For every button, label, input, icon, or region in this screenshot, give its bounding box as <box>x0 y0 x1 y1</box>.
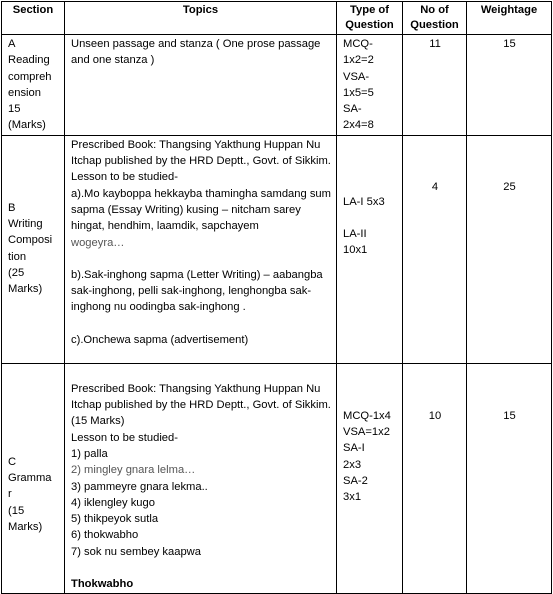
weightage-cell-reading: 15 <box>467 35 552 136</box>
type-line: MCQ-1x4 <box>343 409 391 422</box>
header-type-of-question: Type of Question <box>337 2 403 35</box>
topics-cell-writing <box>65 135 337 363</box>
section-line: (25 <box>8 266 25 279</box>
section-line: Marks) <box>8 520 43 533</box>
header-no-of-question: No of Question <box>403 2 467 35</box>
type-line: LA-I 5x3 <box>343 195 385 208</box>
list-item: 1) palla <box>71 447 108 460</box>
topics-lesson-heading: Lesson to be studied- <box>71 431 178 444</box>
list-item: 6) thokwabho <box>71 529 139 542</box>
type-cell-grammar <box>337 363 403 594</box>
topics-prescribed-book: Prescribed Book: Thangsing Yakthung Huppan Nu Itchap published by the HRD Deptt., Govt. of Sikkim. Lesson to be studied- <box>71 138 331 184</box>
topics-advertisement: c).Onchewa sapma (advertisement) <box>71 333 249 346</box>
type-line: SA-I <box>343 442 365 455</box>
section-line: 15 <box>8 103 21 116</box>
section-line: ension <box>8 86 41 99</box>
type-line: VSA=1x2 <box>343 426 390 439</box>
section-line: r <box>8 488 12 501</box>
table-row-reading <box>2 35 552 136</box>
section-cell-writing <box>2 135 65 363</box>
topics-letter-writing: b).Sak-inghong sapma (Letter Writing) – aabangba sak-inghong, pelli sak-inghong, lenghongba sak-inghong nu oodingba sak-inghong . <box>71 268 323 314</box>
list-item: 7) sok nu sembey kaapwa <box>71 545 201 558</box>
type-line: 10x1 <box>343 244 368 257</box>
header-weightage: Weightage <box>467 2 552 35</box>
count-cell-writing: 4 <box>403 135 467 363</box>
topics-essay-writing: a).Mo kayboppa hekkayba thamingha samdang sum sapma (Essay Writing) kusing – nitcham sarey hingat, hendhim, laamdik, sapchayem <box>71 187 331 233</box>
count-cell-reading: 11 <box>403 35 467 136</box>
type-line: LA-II <box>343 228 367 241</box>
list-item: 2) mingley gnara lelma… <box>71 464 196 477</box>
section-line: A <box>8 38 16 50</box>
topics-essay-writing-tail: wogeyra… <box>71 236 125 249</box>
section-line: compreh <box>8 70 52 83</box>
section-line: Composi <box>8 234 53 247</box>
section-cell-reading <box>2 35 65 136</box>
topics-bold-heading: Thokwabho <box>71 578 134 591</box>
type-line: 3x1 <box>343 491 362 504</box>
section-line: (Marks) <box>8 119 46 132</box>
section-line: C <box>8 455 17 468</box>
type-line: MCQ- <box>343 38 373 50</box>
section-line: tion <box>8 250 27 263</box>
topics-text: Unseen passage and stanza ( One prose passage and one stanza ) <box>71 38 321 67</box>
topics-prescribed-book: Prescribed Book: Thangsing Yakthung Huppan Nu Itchap published by the HRD Deptt., Govt. of Sikkim. (15 Marks) <box>71 382 331 428</box>
list-item: 4) iklengley kugo <box>71 496 155 509</box>
header-section: Section <box>2 2 65 35</box>
section-line: Writing <box>8 218 43 231</box>
list-item: 5) thikpeyok sutla <box>71 513 159 526</box>
header-topics: Topics <box>65 2 337 35</box>
type-line: VSA- <box>343 70 370 83</box>
table-row-grammar <box>2 363 552 594</box>
type-line: SA- <box>343 103 362 116</box>
section-line: Reading <box>8 54 50 67</box>
type-cell-writing <box>337 135 403 363</box>
section-line: (15 <box>8 504 25 517</box>
weightage-cell-writing: 25 <box>467 135 552 363</box>
section-line: Gramma <box>8 472 52 485</box>
list-item: 3) pammeyre gnara lekma.. <box>71 480 208 493</box>
type-line: 1x2=2 <box>343 54 374 67</box>
type-cell-reading <box>337 35 403 136</box>
section-cell-grammar <box>2 363 65 594</box>
section-line: Marks) <box>8 283 43 296</box>
table-row-writing <box>2 135 552 363</box>
type-line: 1x5=5 <box>343 86 374 99</box>
syllabus-table <box>1 1 552 594</box>
type-line: 2x4=8 <box>343 119 374 132</box>
count-cell-grammar: 10 <box>403 363 467 594</box>
topics-cell-grammar <box>65 363 337 594</box>
header-row <box>2 2 552 35</box>
type-line: SA-2 <box>343 474 368 487</box>
weightage-cell-grammar: 15 <box>467 363 552 594</box>
topics-cell-reading <box>65 35 337 136</box>
type-line: 2x3 <box>343 458 362 471</box>
section-line: B <box>8 201 16 214</box>
